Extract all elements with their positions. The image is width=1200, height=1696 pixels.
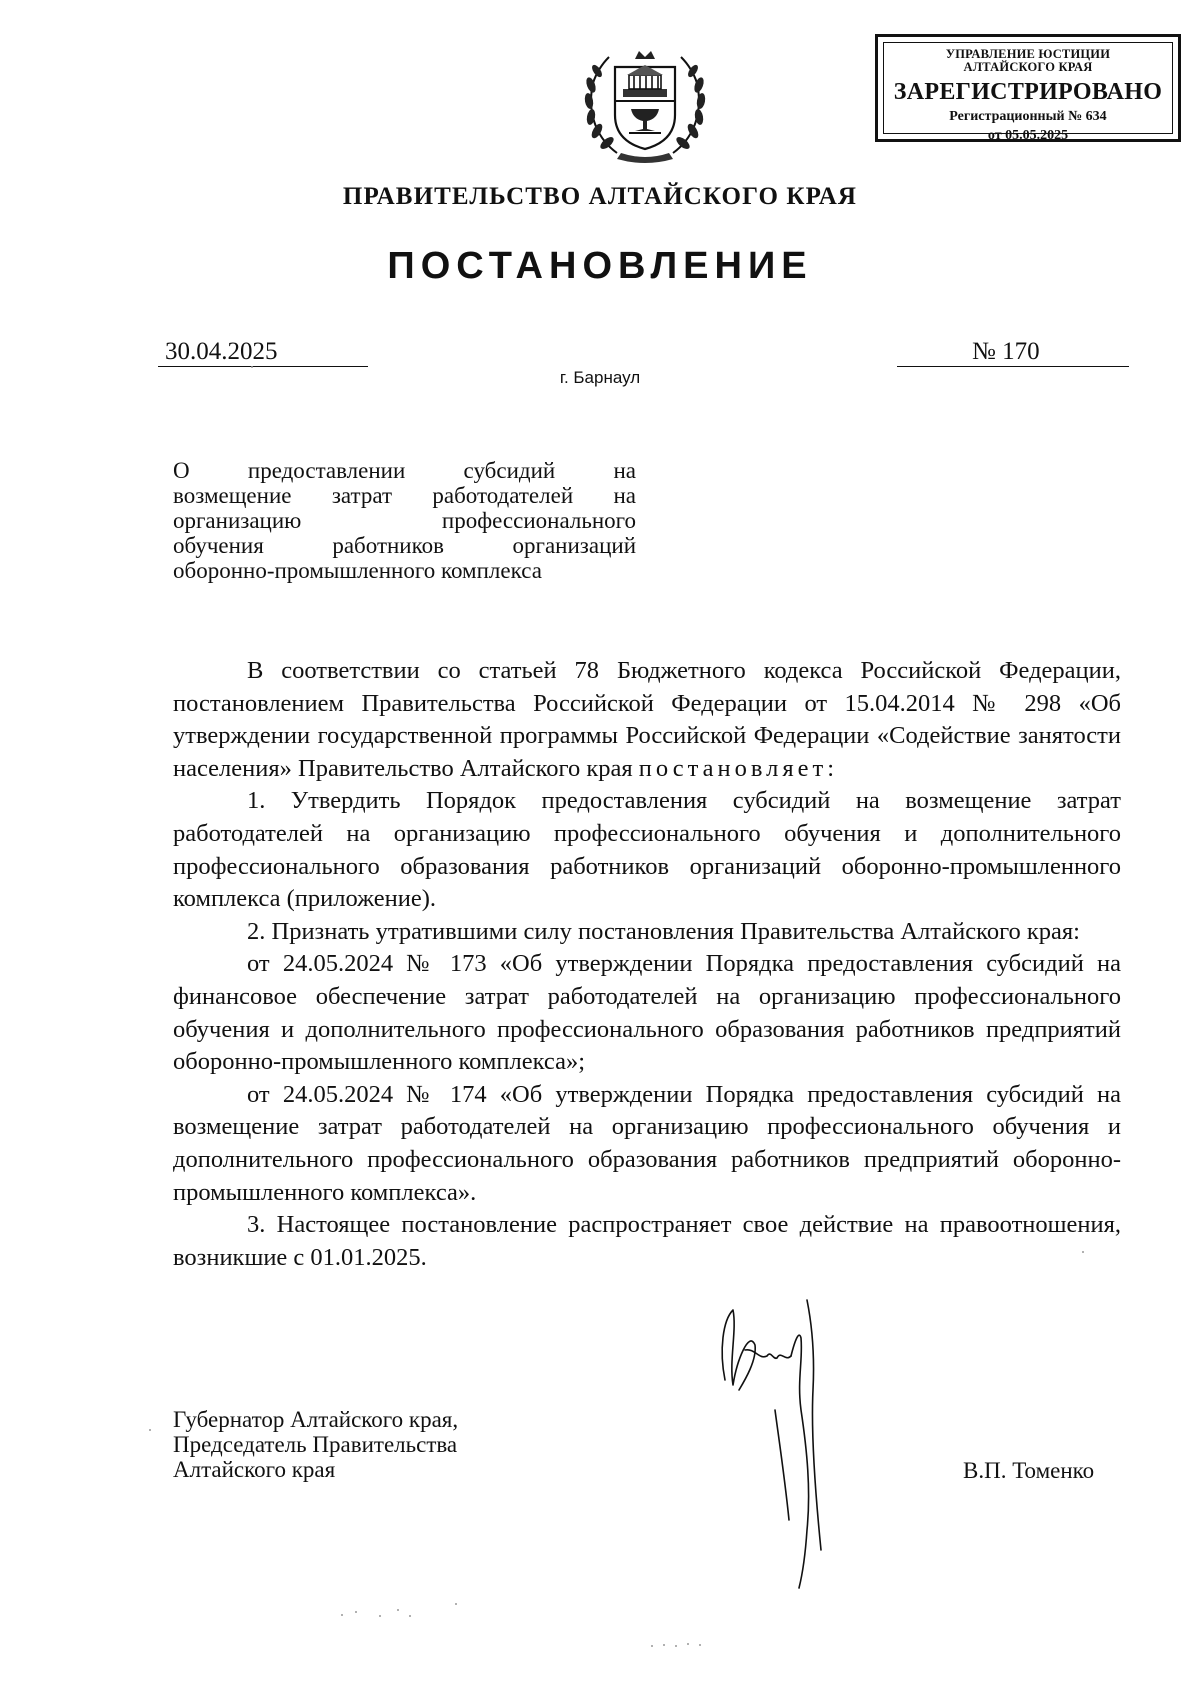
stamp-status: ЗАРЕГИСТРИРОВАНО <box>893 79 1163 105</box>
number-underline <box>897 366 1129 367</box>
document-body <box>173 655 1121 1274</box>
body-item-3: 3. Настоящее постановление распространяет свое действие на правоотношения, возникшие с 01.01.2025. <box>173 1211 1121 1271</box>
signer-position-line: Председатель Правительства <box>173 1432 458 1457</box>
subject-line: обучения работников организаций <box>173 533 636 558</box>
subject-line: оборонно-промышленного комплекса <box>173 558 542 583</box>
decree-colon: : <box>827 754 834 782</box>
handwritten-signature-icon <box>715 1290 875 1590</box>
signer-position-line: Губернатор Алтайского края, <box>173 1407 459 1432</box>
subject-line: организацию профессионального <box>173 508 636 533</box>
signer-position-line: Алтайского края <box>173 1457 336 1482</box>
document-city: г. Барнаул <box>559 368 641 387</box>
body-intro-paragraph <box>173 655 1121 785</box>
body-item-2a: от 24.05.2024 № 173 «Об утверждении Порядка предоставления субсидий на финансовое обеспечение затрат работодателей на организацию профессионального обучения и дополнительного профессионального образования работников предприятий оборонно-промышленного комплекса»; <box>173 950 1121 1076</box>
registration-stamp <box>875 34 1181 142</box>
altai-krai-coat-of-arms-icon <box>577 45 713 163</box>
body-item-2: 2. Признать утратившими силу постановления Правительства Алтайского края: <box>247 917 1080 945</box>
body-item-1: 1. Утвердить Порядок предоставления субсидий на возмещение затрат работодателей на организацию профессионального обучения и дополнительного профессионального образования работников организаций оборонно-промышленного комплекса (приложение). <box>173 787 1121 913</box>
body-item-2b: от 24.05.2024 № 174 «Об утверждении Порядка предоставления субсидий на возмещение затрат работодателей на организацию профессионального обучения и дополнительного профессионального образования работников предприятий оборонно-промышленного комплекса». <box>173 1080 1121 1206</box>
subject-line: возмещение затрат работодателей на <box>173 483 636 508</box>
stamp-inner-frame <box>883 42 1173 143</box>
signer-position <box>173 1407 458 1482</box>
stamp-org-line2: АЛТАЙСКОГО КРАЯ <box>963 60 1093 74</box>
stamp-org <box>884 48 1172 74</box>
signer-name: В.П. Томенко <box>963 1458 1095 1483</box>
document-number: № 170 <box>972 338 1040 365</box>
subject-line: О предоставлении субсидий на <box>173 458 636 483</box>
body-intro-text: В соответствии со статьей 78 Бюджетного кодекса Российской Федерации, постановлением Правительства Российской Федерации от 15.04.2014 № 298 «Об утверждении государственной программы Российской Федерации «Содействие занятости населения» Правительство Алтайского края <box>173 657 1121 782</box>
government-title: ПРАВИТЕЛЬСТВО АЛТАЙСКОГО КРАЯ <box>342 183 858 210</box>
stamp-org-line1: УПРАВЛЕНИЕ ЮСТИЦИИ <box>945 47 1111 61</box>
document-subject <box>173 458 636 583</box>
document-date: 30.04.2025 <box>165 338 278 365</box>
document-type: ПОСТАНОВЛЕНИЕ <box>387 245 813 287</box>
date-underline <box>158 366 368 367</box>
stamp-reg-number: Регистрационный № 634 <box>949 109 1107 124</box>
decree-word: постановляет <box>638 754 828 782</box>
stamp-reg-date: от 05.05.2025 <box>987 128 1069 143</box>
